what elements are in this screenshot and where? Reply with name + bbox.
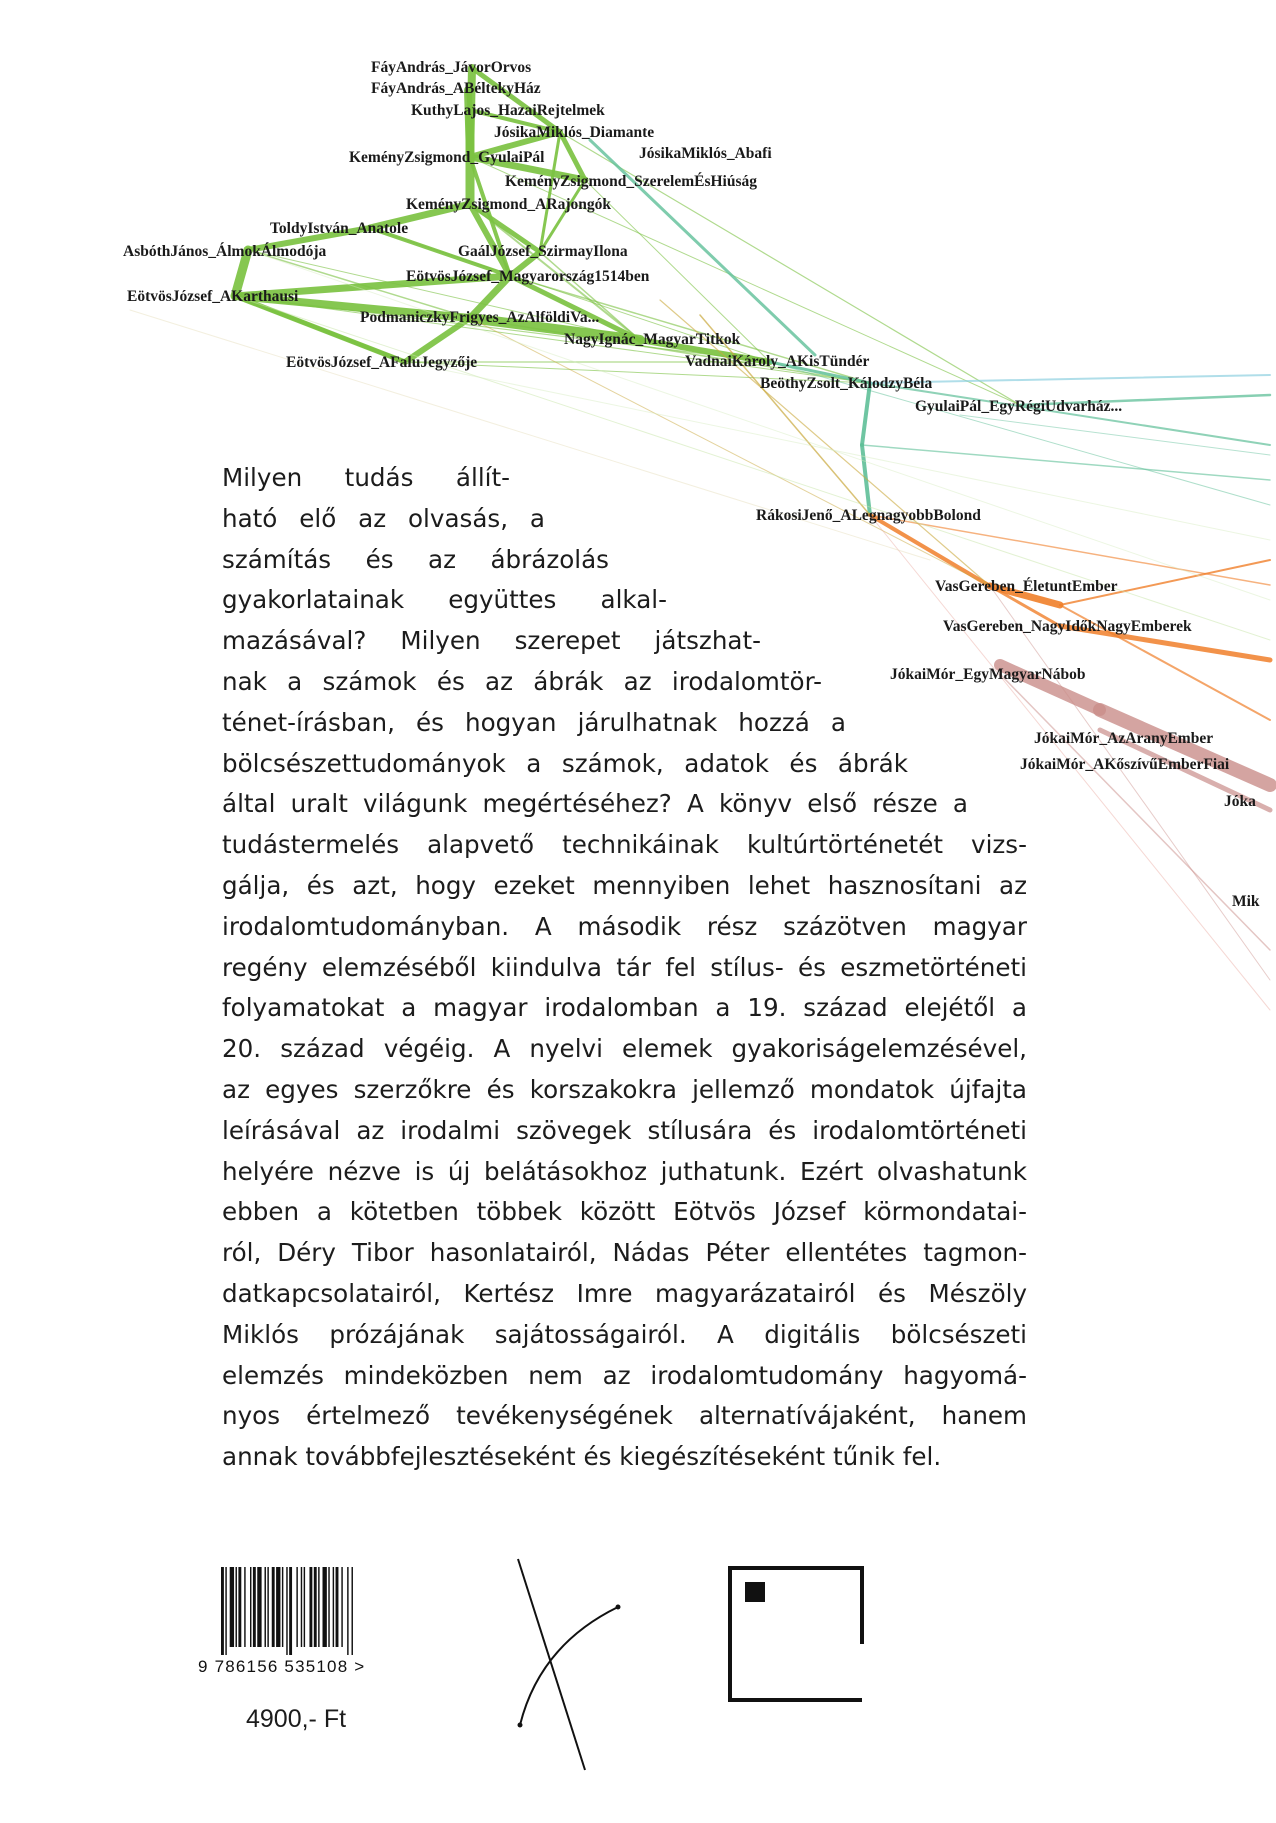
- barcode-bar: [282, 1567, 283, 1647]
- barcode-bar: [336, 1567, 339, 1647]
- blurb-line: leírásával az irodalmi szövegek stílusára és irodalomtörténeti: [222, 1115, 1027, 1145]
- blurb-line: tudástermelés alapvető technikáinak kultúrtörténetét vizs-: [222, 830, 1027, 860]
- barcode-bar: [276, 1567, 280, 1647]
- barcode-bar: [221, 1567, 224, 1655]
- node-label: JókaiMór_EgyMagyarNábob: [890, 666, 1086, 683]
- barcode-bar: [265, 1567, 266, 1647]
- barcode-digits: 9 786156 535108 >: [198, 1657, 366, 1676]
- blurb-line: nyos értelmező tevékenységének alternatívájaként, hanem: [222, 1401, 1027, 1431]
- barcode-bar: [318, 1567, 319, 1647]
- network-edge: [862, 383, 870, 445]
- blurb-line: által uralt világunk megértéséhez? A könyv első része a: [222, 789, 968, 819]
- node-label: JókaiMór_AKőszívűEmberFiai: [1020, 756, 1230, 773]
- barcode-bar: [352, 1567, 353, 1655]
- barcode-bar: [309, 1567, 312, 1647]
- barcode-bar: [230, 1567, 234, 1647]
- node-label: BeöthyZsolt_KálodzyBéla: [760, 375, 933, 392]
- node-label: ToldyIstván_Anatole: [270, 220, 409, 237]
- node-label: FáyAndrás_JávorOrvos: [371, 59, 532, 76]
- node-label: KuthyLajos_HazaiRejtelmek: [411, 102, 605, 119]
- node-label: JósikaMiklós_Abafi: [639, 145, 772, 162]
- node-label: Mik: [1232, 893, 1260, 910]
- blurb-line: irodalomtudományban. A második rész százötven magyar: [222, 911, 1027, 941]
- barcode-bars: [198, 1567, 398, 1655]
- barcode-bar: [341, 1567, 342, 1647]
- barcode-bar: [238, 1567, 241, 1647]
- barcode-bar: [225, 1567, 226, 1655]
- node-label: AsbóthJános_ÁlmokÁlmodója: [123, 243, 327, 260]
- barcode-bar: [328, 1567, 329, 1647]
- barcode-bar: [267, 1567, 268, 1647]
- blurb-line: Miklós prózájának sajátosságairól. A digitális bölcsészeti: [222, 1319, 1027, 1349]
- node-label: GyulaiPál_EgyRégiUdvarház...: [915, 398, 1123, 415]
- node-label: EötvösJózsef_AFaluJegyzője: [286, 354, 478, 371]
- barcode-bar: [236, 1567, 237, 1647]
- barcode-bar: [333, 1567, 334, 1647]
- blurb-line: folyamatokat a magyar irodalomban a 19. század elejétől a: [222, 993, 1027, 1023]
- barcode-bar: [314, 1567, 317, 1647]
- blurb-line: nak a számok és az ábrák az irodalomtör-: [222, 666, 822, 696]
- network-edge: [1000, 674, 1270, 950]
- barcode-bar: [250, 1567, 251, 1647]
- blurb-line: gyakorlatainak együttes alkal-: [222, 585, 667, 615]
- blurb-line: regény elemzéséből kiindulva tár fel stílus- és eszmetörténeti: [222, 952, 1027, 982]
- node-label: RákosiJenő_ALegnagyobbBolond: [756, 507, 981, 524]
- blurb-line: helyére nézve is új belátásokhoz juthatunk. Ezért olvashatunk: [222, 1156, 1027, 1186]
- barcode-bar: [347, 1567, 348, 1655]
- barcode-bar: [257, 1567, 261, 1647]
- node-label: PodmaniczkyFrigyes_AzAlföldiVa...: [360, 309, 600, 326]
- node-label: Jóka: [1224, 793, 1256, 810]
- node-label: EötvösJózsef_AKarthausi: [127, 288, 299, 305]
- node-label: VasGereben_NagyIdőkNagyEmberek: [943, 618, 1192, 635]
- network-edge: [1100, 710, 1270, 785]
- node-label: VasGereben_ÉletuntEmber: [935, 578, 1118, 595]
- barcode-bar: [244, 1567, 245, 1647]
- node-label: FáyAndrás_ABéltekyHáz: [371, 80, 541, 97]
- blurb-line: 20. század végéig. A nyelvi elemek gyakoriságelemzésével,: [222, 1034, 1027, 1064]
- network-edge: [990, 586, 1270, 980]
- node-label: JókaiMór_AzAranyEmber: [1034, 730, 1214, 747]
- node-label: GaálJózsef_SzirmayIlona: [458, 243, 628, 260]
- node-label: EötvösJózsef_Magyarország1514ben: [406, 268, 650, 285]
- blurb-line: mazásával? Milyen szerepet játszhat-: [222, 626, 761, 656]
- blurb-line: datkapcsolatairól, Kertész Imre magyarázatairól és Mészöly: [222, 1278, 1027, 1308]
- barcode-bar: [304, 1567, 305, 1647]
- barcode-bar: [323, 1567, 327, 1647]
- barcode-bar: [289, 1567, 292, 1655]
- barcode-bar: [301, 1567, 302, 1647]
- node-label: KeményZsigmond_GyulaiPál: [349, 149, 545, 166]
- node-label: JósikaMiklós_Diamante: [494, 124, 655, 141]
- blurb-line: ható elő az olvasás, a: [222, 503, 545, 533]
- blurb-line: Milyen tudás állít-: [222, 463, 510, 492]
- blurb-line: számítás és az ábrázolás: [222, 544, 609, 574]
- barcode-bar: [296, 1567, 297, 1647]
- publisher-logo-square: [722, 1560, 872, 1710]
- blurb-line: elemzés mindeközben nem az irodalomtudomány hagyomá-: [222, 1360, 1027, 1390]
- blurb-line: az egyes szerzőkre és korszakokra jellemző mondatok újfajta: [222, 1074, 1027, 1104]
- publisher-logo-curve: [510, 1555, 630, 1775]
- blurb-line: ebben a kötetben többek között Eötvös József körmondatai-: [222, 1197, 1027, 1227]
- node-label: VadnaiKároly_AKisTündér: [685, 353, 870, 370]
- price-label: 4900,- Ft: [246, 1705, 347, 1733]
- blurb-line: ról, Déry Tibor hasonlatairól, Nádas Péter ellentétes tagmon-: [222, 1238, 1027, 1268]
- node-label: NagyIgnác_MagyarTitkok: [564, 331, 741, 348]
- isbn-barcode: [198, 1567, 398, 1687]
- node-label: KeményZsigmond_ARajongók: [406, 196, 611, 213]
- node-label: KeményZsigmond_SzerelemÉsHiúság: [505, 173, 758, 190]
- blurb-line: ténet-írásban, és hogyan járulhatnak hozzá a: [222, 707, 846, 737]
- barcode-bar: [272, 1567, 275, 1647]
- back-cover-blurb: [222, 458, 1027, 1478]
- barcode-bar: [253, 1567, 256, 1647]
- barcode-bar: [286, 1567, 287, 1655]
- blurb-line: annak továbbfejlesztéseként és kiegészítéseként tűnik fel.: [222, 1442, 942, 1472]
- blurb-line: gálja, és azt, hogy ezeket mennyiben lehet hasznosítani az: [222, 870, 1027, 900]
- blurb-line: bölcsészettudományok a számok, adatok és ábrák: [222, 748, 908, 778]
